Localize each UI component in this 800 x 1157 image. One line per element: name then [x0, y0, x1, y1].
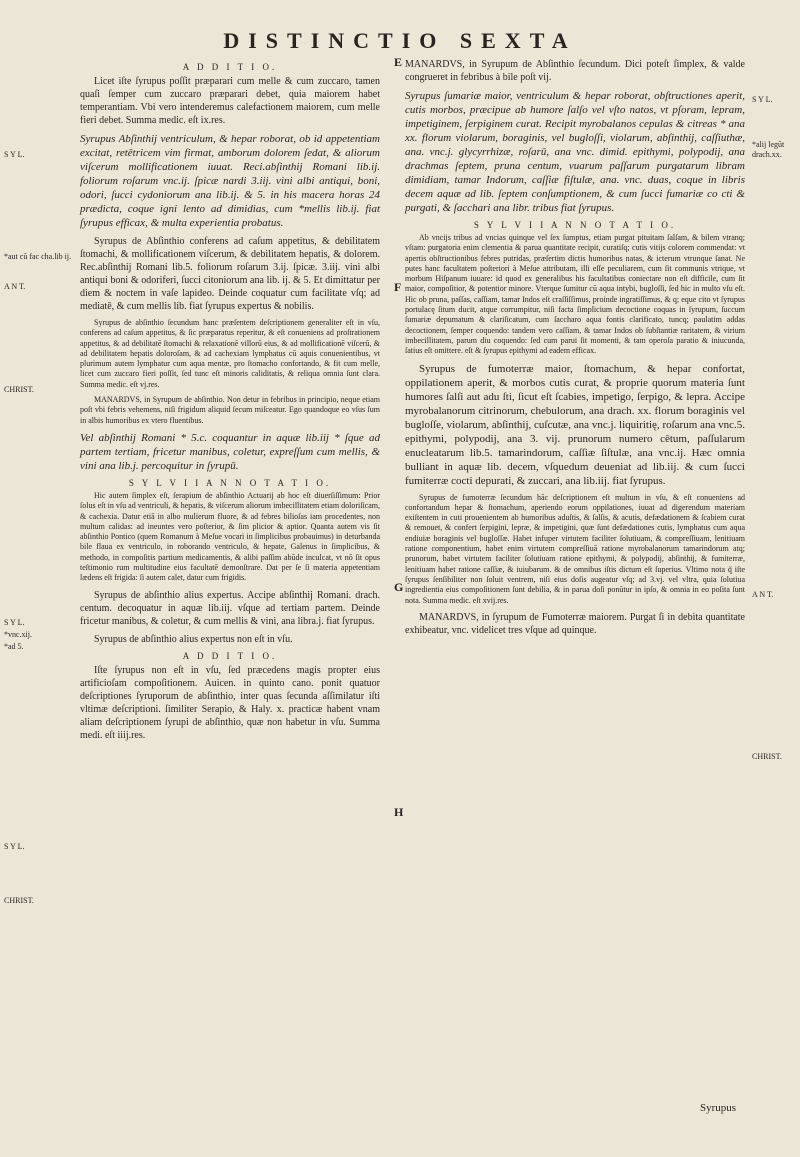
- text-paragraph: Syrupus de fumoterræ maior, ſtomachum, & hepar confortat, oppilationem aperit, & morbos cutis curat, & proprie quorum materia ſunt humores ſalſi aut adu ſti, ſicut eſt ſcabies, impetigo, ſerpigo, & lepra. Accipe myrobalanorum citrinorum, chebulorum, ana drach. xx. florum boraginis vel bugloſſe, violarum, abſinthij, cuſcutæ, ana vnc.j. liquiritię, roſarum ana vnc.5. epithymi, polypodij, ana 3. vij. prunorum numero cētum, paſſularum enucleatarum lib.5. tamarindorum, caſſiæ ſiſtulæ, ana vnc.ij. Hæc omnia bulliant in aquæ lib. decem, vſquedum deueniat ad lib.iij. & cum ſucci fumiterræ cocti depurati, & zuccari, ana lib.iij. fiat ſyrupus.: [405, 362, 745, 487]
- right-column: [405, 58, 745, 642]
- margin-note-syl: S Y L.: [752, 95, 773, 104]
- commentary-paragraph: MANARDVS, in Syrupum de Abſinthio ſecundum. Dici poteſt ſimplex, & valde congrueret in febribus à bile poſt vij.: [405, 59, 745, 83]
- margin-note-vnc: *vnc.xij.: [4, 630, 32, 639]
- margin-note-christ: CHRIST.: [752, 752, 782, 761]
- margin-note-aut: *aut cū fac cha.lib ij.: [4, 252, 72, 261]
- catchword: Syrupus: [700, 1102, 737, 1114]
- section-letter-g: G: [394, 580, 404, 594]
- section-letter-e: E: [394, 55, 403, 69]
- commentary-paragraph: MANARDVS, in Syrupum de abſinthio. Non detur in febribus in principio, neque etiam poſt vbi febris vehemens, niſi frigidum aliquid ſecum miſceatur. Ego quandoque eo vſus ſum in albis humoribus ex vtero fluentibus.: [80, 395, 380, 425]
- recipe-paragraph: Syrupus ſumariæ maior, ventriculum & hepar roborat, obſtructiones aperit, cutis morbos, præcipue ab humore ſalſo vel vſto natos, vt pſoram, lepram, impetiginem, ſerpiginem curat. Recipit myrobalanos cepulas & citreas * ana xx. florum violarum, boraginis, vel bugloſſi, violarum, abſinthij, caſſiuthæ, ana. vnc.j. glycyrrhizæ, roſarū, ana vnc. dimid. epithymi, polypodij, ana drachmas ſeptem, pruna centum, vuarum paſſarum purgatarum libram dimidiam, tamar Indorum, caſſiæ fiſtulæ, ana. vnc. duas, coque in libris decem aquæ ad lib. ſeptem conſumptionem, & cum ſucci fumariæ co cti & purgati, & ſacchari ana libr. tribus fiat ſyrupus.: [405, 90, 745, 214]
- section-letter-h: H: [394, 805, 404, 819]
- addition-heading: A D D I T I O.: [182, 62, 278, 72]
- annotation-heading: S Y L V I I A N N O T A T I O.: [128, 477, 332, 488]
- annotation-paragraph: Ab vncijs tribus ad vncias quinque vel ſex ſumptus, etiam purgat pituitam ſalſam, & bilem vtranq; vſtam: purgatoria enim clementia & parua quantitate recipit, curatiſq; cutis vitijs colorem commendat: vt apertis obſtructionibus febres putridas, præſertim dictis humoribus natas, & icterum vtrunque ſanat. Ne putes hanc facultatem poſteriori à Meſue attributam, illi eſſe peculiarem, cum ſit communis vtrique, vt morbum Hiſpanum iuuare: id quod ex generalibus his facultatibus coniectare non eſt difficile, cum ſit maior, compoſitior, & potentior minore. Vterque ſumitur cū aqua intybi, bugloſſi, ſed hic in multo vſu eſt. Hic ob pruna, paſſas, caſſiam, tamar Indos eſt craſſiſſimus, proinde ingratiſſimus, & q; eque cito vt ſyrupus portulacę ſitum ducit, atque corrumpitur, niſi facta ſimplicium decoctione coquas in ſyrupum, ſuccum ſumariæ depumatum & clariſicatum, cum ſaccharo aqua fontis clarificato, tuncq; paulatim addas decoctionem, ſemper coquendo: tandem vero caſſiam, & tamar Indos ob ſubſtantiæ raritatem, & virium imbecillitatem, parum diu coquendo: ſed cum parui ſit momenti, & tam operoſa paratio & iniucunda, ſatius eſt omittere. eſt & ſyrupus epithymi ad eadem efficax.: [405, 233, 745, 356]
- recipe-paragraph: Vel abſinthij Romani * 5.c. coquantur in aquæ lib.iij * ſque ad partem tertiam, fricetur manibus, coletur, expreſſum cum mellis, & vini ana lib.j. percoquitur in ſyrupū.: [80, 431, 380, 472]
- text-paragraph: Syrupus de Abſinthio conferens ad caſum appetitus, & debilitatem ſtomachi, & mollificationem viſcerum, & debilitatem hepatis, & dolorem. Rec.abſinthij Romani lib.5. foliorum roſarum 3.ij. ſpicæ. 3.iij. vini albi antiqui boni & odoriferi, ſucci citoniorum ana lib. ij. & 5. Et dimittatur per diem & noctem in vaſe lapideo. Deinde coquatur cum facilitate vſq; ad mediatē, & cum mellis lib. fiat ſyrupus expertus & nobilis.: [80, 236, 380, 312]
- margin-note-ad: *ad 5.: [4, 642, 24, 651]
- page-title: DISTINCTIO SEXTA: [223, 28, 577, 53]
- text-paragraph: Licet iſte ſyrupus poſſit præparari cum melle & cum zuccaro, tamen quaſi ſemper cum zuccaro præparari debet, quia maiorem habet temperantiam. Vbi vero intenderemus calefactionem maiorem, cum melle fieri debet. Summa medic. eſt ix.res.: [80, 76, 380, 126]
- margin-note-ant: A N T.: [4, 282, 26, 291]
- annotation-heading: S Y L V I I A N N O T A T I O.: [473, 220, 677, 230]
- margin-note-syl: S Y L.: [4, 842, 25, 851]
- margin-note-alij: *alij legūt drach.xx.: [752, 140, 785, 159]
- margin-note-christ: CHRIST.: [4, 385, 34, 394]
- text-paragraph: Syrupus de abſinthio alius expertus. Accipe abſinthij Romani. drach. centum. decoquatur in aquæ lib.iij. vſque ad tertiam partem. Deinde fricetur manibus, & coletur, & cum mellis & vini, ana libra.j. fiat ſyrupus.: [80, 589, 380, 627]
- text-paragraph: Syrupus de abſinthio ſecundum hanc præſentem deſcriptionem generaliter eſt in vſu, conferens ad caſum appetitus, & ſic præparatus reperitur, & eſt conueniens ad proſtrationem appetitus, & ad debilitatē ſtomachi & relaxationē villorū eius, & ad mollificationē viſcerū, & ad debilitatem hepatis doloroſam, & ad cachexiam lymphatus cū aquis conuenientibus, vt plurimum autem lymphatur cum aqua mentæ, pro ſtomacho confortando, & fit cum melle, licet cum zuccaro fieri poſſit, ſed tunc eſt minoris caliditatis, & reliqua omnia ſunt clara. Summa medic. eſt vj.res.: [80, 318, 380, 389]
- margin-note-syl: S Y L.: [4, 150, 25, 159]
- margin-note-christ: CHRIST.: [4, 896, 34, 905]
- text-paragraph: Syrupus de abſinthio alius expertus non eſt in vſu.: [94, 633, 293, 645]
- margin-note-ant: A N T.: [752, 590, 774, 599]
- left-column: [80, 58, 380, 747]
- section-letter-f: F: [394, 280, 402, 294]
- recipe-paragraph: Syrupus Abſinthij ventriculum, & hepar roborat, ob id appetentiam excitat, retētricem vim firmat, amborum dolorem ſedat, & aliorum viſcerum mollificationem iuuat. Reci.abſinthij Romani lib.ij. foliorum roſarum vnc.ij. ſpicæ nardi 3.iij. vini albi antiqui, boni, odori, ſucci cydoniorum ana lib.ij. & 5. in his macera horas 24 prædicta, coque igni lento ad dimidias, cum *mellis lib.ij. fiat ſyrupus efficax, & multa experientia probatus.: [80, 133, 380, 229]
- annotation-paragraph: Hic autem ſimplex eſt, ſerapium de abſinthio Actuarij ab hoc eſt diuerſiſſimum: Prior ſolus eſt in vſu ad ventriculi, & hepatis, & viſcerum aliorum imbecillitatem etiam doloriſicam, & cachexia. Datur etiā in albo mulierum fluore, & ad febres bilioſas iam procedentes, non multum calidas: ad ineuntes vero poſterior, & ſim plicior & aptior. Quanta autem vis ſit abſinthio Pontico (quem Romanum à Meſue vocari in ſimplicibus probauimus) in deturbanda bile flaua ex ventriculo, in roborando ventriculo, & hepate, Galenus in ſimplicibus, & methodo, in compoſitis partium medicamentis, & alibi paſſim abũde inculcat, vt nō ſit opus teſtimonio rum multitudine eius facultatē demonſtrare. Dat per ſe ſi materia appetentiam lædens eſt frigida: ſi autem calet, datur cum frigidis.: [80, 490, 380, 583]
- addition-heading: A D D I T I O.: [182, 650, 278, 661]
- text-paragraph: Syrupus de fumoterræ ſecundum hāc deſcriptionem eſt multum in vſu, & eſt conueniens ad confortandum hepar & ſtomachum, aperiendo eorum oppilationes, iuuat ad digerendum materiam exiſtentem in cuti prouenientem ab humoribus aduſtis, & ſalſis, & acutis, defædationem & ſcabiem curat & remouet, & confert ſerpigini, lepræ, & impetigini, quæ ſunt defædationes cutis, lymphatus cum aqua endiuiæ boraginis vel bugloſſæ. Habet infuper virtutem faciliter ſolutiuam, & compreſſiuam, lenitiuam ratione componentium, habet enim virtutem compreſſiuā ratione myrobalanorum tamarindorum atq; prunorum, habet virtutem faciliter ſolutiuam ratione epithymi, & polypodij, abſinthij, & fumiterræ, lenitiuam habet ratione caſſiæ, & iuiubarum. & de omnibus iſtis dictum eſt ſuperius. Vltimo nota q̃ iſte ſyrupus ſenſibiliter non ſoluit ventrem, niſi eius doſis augeatur vſq; ad 3.vj. vel vltra, quia ſolutiua ingredientia eius compoſitionem ſunt debilia, & in parua doſi ponūtur in ipſo, & omnia in eo poſita ſunt nota. Summa medic. eſt xvij.res.: [405, 492, 745, 605]
- commentary-paragraph: MANARDVS, in ſyrupum de Fumoterræ maiorem. Purgat ſi in debita quantitate exhibeatur, vnc. videlicet tres vſque ad quinque.: [405, 611, 745, 636]
- text-paragraph: Iſte ſyrupus non eſt in vſu, ſed præcedens magis propter eius artificioſam compoſitionem. Auicen. in quinto cano. ponit quatuor deſcriptiones ſyruporum de abſinthio, inter quas ſecunda aſſimilatur iſti vltimæ deſcriptioni. ſimiliter Serapio, & Haly. x. practicæ habent vnam aliam deſcriptionem ſyrupi de abſinthio, quæ non habetur in vſu. Summa medi. eſt iiij.res.: [80, 664, 380, 741]
- margin-note-syl: S Y L.: [4, 618, 25, 627]
